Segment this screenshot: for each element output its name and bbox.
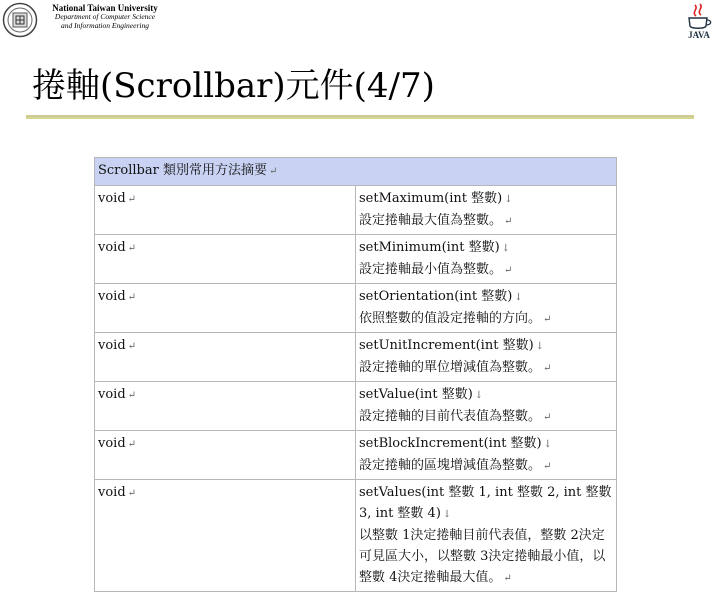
- table-row: [95, 480, 617, 592]
- method-signature: setValue(int 整數): [359, 387, 473, 402]
- return-type-cell: void ↵: [95, 235, 356, 284]
- return-type: void: [98, 289, 126, 304]
- method-description: 設定捲軸的區塊增減值為整數。: [359, 458, 542, 473]
- university-name: National Taiwan University: [52, 3, 158, 13]
- return-type: void: [98, 240, 126, 255]
- table-row: [95, 284, 617, 333]
- method-cell: setMinimum(int 整數) ↓ 設定捲軸最小值為整數。 ↵: [356, 235, 617, 284]
- method-description: 設定捲軸最大值為整數。: [359, 213, 503, 228]
- method-cell: setOrientation(int 整數) ↓ 依照整數的值設定捲軸的方向。 ↵: [356, 284, 617, 333]
- method-description: 設定捲軸的單位增減值為整數。: [359, 360, 542, 375]
- return-type-cell: void ↵: [95, 382, 356, 431]
- return-type-cell: void ↵: [95, 333, 356, 382]
- return-type: void: [98, 191, 126, 206]
- method-signature: setValues(int 整數 1, int 整數 2, int 整數 3, int 整數 4): [359, 485, 612, 521]
- method-summary-table: [94, 157, 617, 592]
- return-type-cell: void ↵: [95, 480, 356, 592]
- return-type-cell: void ↵: [95, 284, 356, 333]
- table-row: [95, 235, 617, 284]
- java-logo-text: JAVA: [688, 30, 710, 40]
- university-seal-icon: [2, 2, 38, 38]
- title-underline: [26, 114, 694, 120]
- java-logo-icon: [682, 2, 716, 40]
- method-cell: setValue(int 整數) ↓ 設定捲軸的目前代表值為整數。 ↵: [356, 382, 617, 431]
- table-header-label: Scrollbar 類別常用方法摘要: [98, 163, 267, 178]
- table-header: Scrollbar 類別常用方法摘要 ↵: [95, 158, 617, 186]
- method-description: 依照整數的值設定捲軸的方向。: [359, 311, 542, 326]
- table-row: [95, 333, 617, 382]
- method-cell: setBlockIncrement(int 整數) ↓ 設定捲軸的區塊增減值為整數。 ↵: [356, 431, 617, 480]
- method-description: 設定捲軸的目前代表值為整數。: [359, 409, 542, 424]
- method-cell: setMaximum(int 整數) ↓ 設定捲軸最大值為整數。 ↵: [356, 186, 617, 235]
- return-type-cell: void ↵: [95, 431, 356, 480]
- return-type: void: [98, 338, 126, 353]
- method-signature: setBlockIncrement(int 整數): [359, 436, 542, 451]
- method-signature: setUnitIncrement(int 整數): [359, 338, 534, 353]
- return-type: void: [98, 436, 126, 451]
- return-type: void: [98, 485, 126, 500]
- department-line-1: Department of Computer Science: [54, 12, 156, 22]
- return-type: void: [98, 387, 126, 402]
- method-cell: setUnitIncrement(int 整數) ↓ 設定捲軸的單位增減值為整數。 ↵: [356, 333, 617, 382]
- table-row: [95, 431, 617, 480]
- university-block: [40, 3, 170, 31]
- table-row: [95, 186, 617, 235]
- department-line-2: and Information Engineering: [61, 20, 149, 30]
- table-row: [95, 382, 617, 431]
- method-description: 設定捲軸最小值為整數。: [359, 262, 503, 277]
- method-description: 以整數 1決定捲軸目前代表值，整數 2決定可見區大小，以整數 3決定捲軸最小值，以整數 4決定捲軸最大值。: [359, 528, 606, 585]
- return-type-cell: void ↵: [95, 186, 356, 235]
- method-signature: setMaximum(int 整數): [359, 191, 503, 206]
- method-cell: setValues(int 整數 1, int 整數 2, int 整數 3, int 整數 4) ↓ 以整數 1決定捲軸目前代表值，整數 2決定可見區大小，以整數 3決定捲軸最小值，以整數 4決定捲軸最大值。 ↵: [356, 480, 617, 592]
- slide-title: 捲軸(Scrollbar)元件(4/7): [32, 66, 435, 106]
- method-signature: setOrientation(int 整數): [359, 289, 513, 304]
- method-signature: setMinimum(int 整數): [359, 240, 500, 255]
